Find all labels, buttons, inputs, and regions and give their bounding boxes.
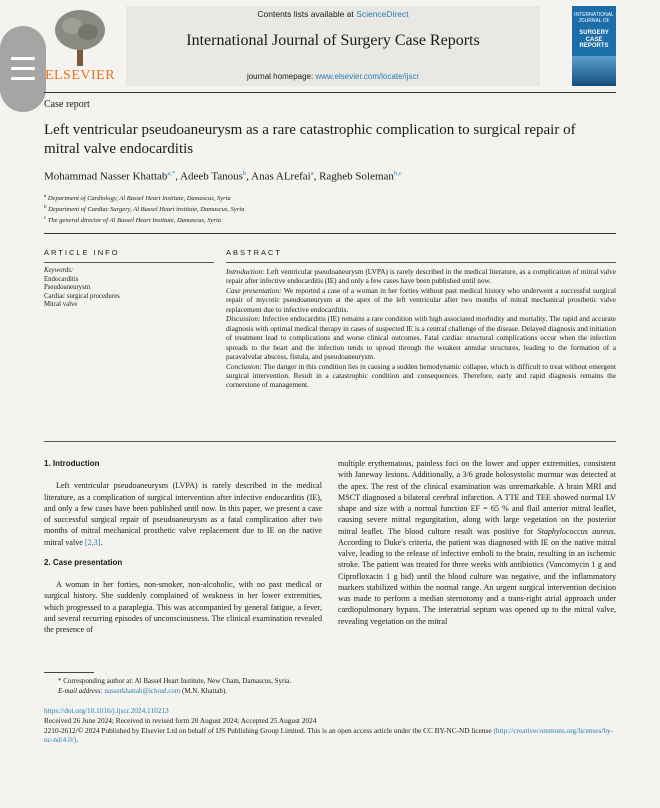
corresponding-author: * Corresponding author at: Al Bassel Heart Institute, New Cham, Damascus, Syria. <box>58 677 292 685</box>
header-divider <box>44 92 616 93</box>
affil-marker: a <box>44 194 47 199</box>
body-column-left <box>44 458 322 635</box>
paragraph <box>44 480 322 548</box>
footnote-rule <box>44 672 94 673</box>
affil-text: Department of Cardiology, Al Bassel Heart Institute, Damascus, Syria <box>47 195 231 203</box>
abstract-label: Conclusion: <box>226 361 262 371</box>
abstract-text: Left ventricular pseudoaneurysm (LVPA) is rarely described in the medical literature, as a complication of mitral valve repair after infective endocarditis (IE) and only a few cases have been published until now. <box>226 267 616 286</box>
author-name[interactable]: Anas ALrefai <box>251 170 311 183</box>
drag-handle[interactable] <box>0 26 46 112</box>
author-separator: , <box>175 170 181 183</box>
author-list <box>44 170 604 183</box>
abstract-introduction <box>226 267 616 286</box>
abstract-case <box>226 286 616 314</box>
cover-small-title: INTERNATIONAL JOURNAL OF <box>574 12 614 24</box>
affil-text: Department of Cardiac Surgery, Al Bassel Heart institute, Damascus, Syria <box>48 206 245 214</box>
article-type: Case report <box>44 99 90 110</box>
author-separator: , <box>246 170 252 183</box>
homepage-prefix: journal homepage: <box>246 72 314 81</box>
keyword: Endocarditis <box>44 275 79 283</box>
keyword: Pseudoaneurysm <box>44 284 91 292</box>
journal-title: International Journal of Surgery Case Reports <box>186 32 480 49</box>
abstract-divider <box>44 441 616 442</box>
homepage-link[interactable]: www.elsevier.com/locate/ijscr <box>315 72 420 81</box>
license-link[interactable]: (http://creativecommons.org/licenses/by-nc-nd/4.0/) <box>44 725 614 745</box>
affiliation-list <box>44 193 444 226</box>
abstract-label: Discussion: <box>226 314 261 324</box>
author-name[interactable]: Adeeb Tanous <box>180 170 243 183</box>
paragraph-text: . <box>100 537 103 547</box>
abstract-text: Infective endocarditis (IE) remains a rare condition with high associated morbidity and mortality. The rapid and accurate diagnosis with optimal medical therapy in cases of suspected IE is a central challenge of the disease. Delayed diagnosis and initiation of treatment lead to complications and worse clinical outcomes. Fatal cardiac structural complications occur when the infection spreads to the heart and the infection tends to spread through the weakest annular structures, leading to the formation of a paravalvular abscess, fistula, and pseudoaneurysm. <box>226 314 616 362</box>
paragraph-text: . According to Duke's criteria, the patient was diagnosed with IE on the native mitral valve, leading to the release of infective emboli to the brain, resulting in an ischemic stroke. The patient was treated for three weeks with antibiotics (Vancomycin 1 g and Ciprofloxacin 1 g bid) until the blood culture was negative, and the inflammatory markers stabilized within the normal range. An urgent surgical intervention decision was made to perform a median sternotomy and a trans-right atrial approach under cardiopulmonary bypass. The interatrial septum was opened up to the mitral valve, revealing vegetation on the mitral <box>338 526 616 626</box>
affil-marker: c <box>44 215 47 221</box>
journal-cover[interactable] <box>572 6 616 86</box>
section-heading: 2. Case presentation <box>44 557 123 567</box>
article-info-heading: ARTICLE INFO <box>44 248 120 257</box>
author-affil-marker[interactable]: b,c <box>393 170 402 177</box>
abstract-label: Case presentation: <box>226 285 282 295</box>
journal-header <box>44 6 616 86</box>
abstract-text: The danger in this condition lies in causing a sudden hemodynamic collapse, which is difficult to treat without emergent surgical intervention. Result in a catastrophic condition and consequences. Therefore, early and rapid diagnosis remains the cornerstone of management. <box>226 361 616 390</box>
elsevier-wordmark: ELSEVIER <box>44 68 116 83</box>
section-heading: 1. Introduction <box>44 459 100 468</box>
history-line: Received 26 June 2024; Received in revised form 20 August 2024; Accepted 25 August 2024 <box>44 715 317 725</box>
abstract-conclusion <box>226 362 616 390</box>
handle-bar <box>11 77 35 80</box>
license-line <box>44 726 616 746</box>
abstract-text: We reported a case of a woman in her forties without past medical history who underwent a successful surgical repair of mycotic pseudoaneurysm at the apex of the left ventricular after two months of mitral mechanical prosthetic valve replacement due to infective endocarditis. <box>226 285 617 314</box>
keyword: Mitral valve <box>44 301 78 309</box>
footnote-text: Corresponding author at: Al Bassel Heart Institute, New Cham, Damascus, Syria. <box>63 677 292 685</box>
email-label: E-mail address: <box>58 686 103 695</box>
sciencedirect-link[interactable]: ScienceDirect <box>356 9 409 19</box>
author-name[interactable]: Mohammad Nasser Khattab <box>44 170 168 183</box>
abstract-discussion <box>226 314 616 361</box>
author-name[interactable]: Ragheb Soleman <box>319 170 394 183</box>
section-divider <box>44 233 616 234</box>
reference-link[interactable]: [2,3] <box>84 537 101 547</box>
publication-info <box>44 706 616 745</box>
keywords-label: Keywords: <box>44 267 74 274</box>
handle-bar <box>11 67 35 70</box>
article-title: Left ventricular pseudoaneurysm as a rare catastrophic complication to surgical repair of mitral valve endocarditis <box>44 122 576 157</box>
homepage-line <box>126 72 540 81</box>
abstract-heading: ABSTRACT <box>226 248 283 257</box>
handle-bar <box>11 57 35 60</box>
email-link[interactable]: nasserkhattab@icloud.com <box>104 686 181 695</box>
affil-marker: b <box>44 204 47 210</box>
affiliation <box>44 193 444 204</box>
author-affil-marker[interactable]: a,* <box>167 170 176 177</box>
author-affil-marker[interactable]: a <box>310 170 314 177</box>
affil-text: The general director of Al Bassel Heart Institute, Damascus, Syria <box>47 217 221 225</box>
paragraph: A woman in her forties, non-smoker, non-alcoholic, with no past medical or surgical history. She suddenly complained of weakness in her lower extremities, which progressed to a paraplegia. This was accompanied by general fatigue, a fever, and several recurring episodes of unconsciousness. The clinical examination revealed the presence of <box>44 580 322 634</box>
abstract-rule <box>226 262 616 263</box>
paragraph <box>338 458 616 627</box>
keyword: Cardiac surgical procedures <box>44 292 120 300</box>
elsevier-logo[interactable] <box>44 6 116 86</box>
license-end: . <box>76 735 79 745</box>
body-column-right <box>338 458 616 627</box>
email-line <box>58 687 458 697</box>
cover-big-title: SURGERY CASE REPORTS <box>579 30 609 50</box>
keywords-block <box>44 267 214 310</box>
abstract-label: Introduction: <box>226 267 265 276</box>
paragraph-text: multiple erythematous, painless foci on the lower and upper extremities, consistent with Janeway lesions. Additionally, a 3/6 grade holosystolic murmur was detected at the apex. The rest of the clinical examination was unremarkable. A brain MRI and MSCT diagnosed a bilateral cerebral infarction. A TTE and TEE showed normal LV shape and size with a normal function EF = 65 % and flail anterior mitral leaflet, causing severe mitral regurgitation, along with large vegetation on the posterior mitral leaflet. The blood culture result was positive for <box>338 459 616 536</box>
doi-link[interactable]: https://doi.org/10.1016/j.ijscr.2024.110213 <box>44 706 169 715</box>
corresponding-author-note <box>58 677 458 696</box>
organism-name: Staphylococcus aureus <box>537 526 614 536</box>
cover-band <box>572 56 616 86</box>
contents-prefix: Contents lists available at <box>257 9 354 19</box>
affiliation <box>44 204 444 215</box>
article-info-rule <box>44 262 214 263</box>
elsevier-tree-icon <box>52 8 108 68</box>
author-separator: , <box>313 170 320 183</box>
abstract-body <box>226 267 616 390</box>
affiliation <box>44 215 444 226</box>
contents-line <box>126 9 540 19</box>
email-suffix: (M.N. Khattab). <box>182 686 228 695</box>
license-text: 2210-2612/© 2024 Published by Elsevier Ltd on behalf of IJS Publishing Group Limited. This is an open access article under the CC BY-NC-ND license <box>44 725 492 735</box>
journal-banner <box>126 6 540 86</box>
author-affil-marker[interactable]: b <box>242 170 247 177</box>
paragraph-text: Left ventricular pseudoaneurysm (LVPA) is rarely described in the medical literature, as a complication of surgical intervention after infective endocarditis (IE), and only a few cases have been published until now. In this paper, we present a case of successful surgical repair of pseudoaneurysm as a fatal complication after two months of mitral mechanical prosthetic valve replacement due to IE on the native mitral valve <box>44 481 322 547</box>
